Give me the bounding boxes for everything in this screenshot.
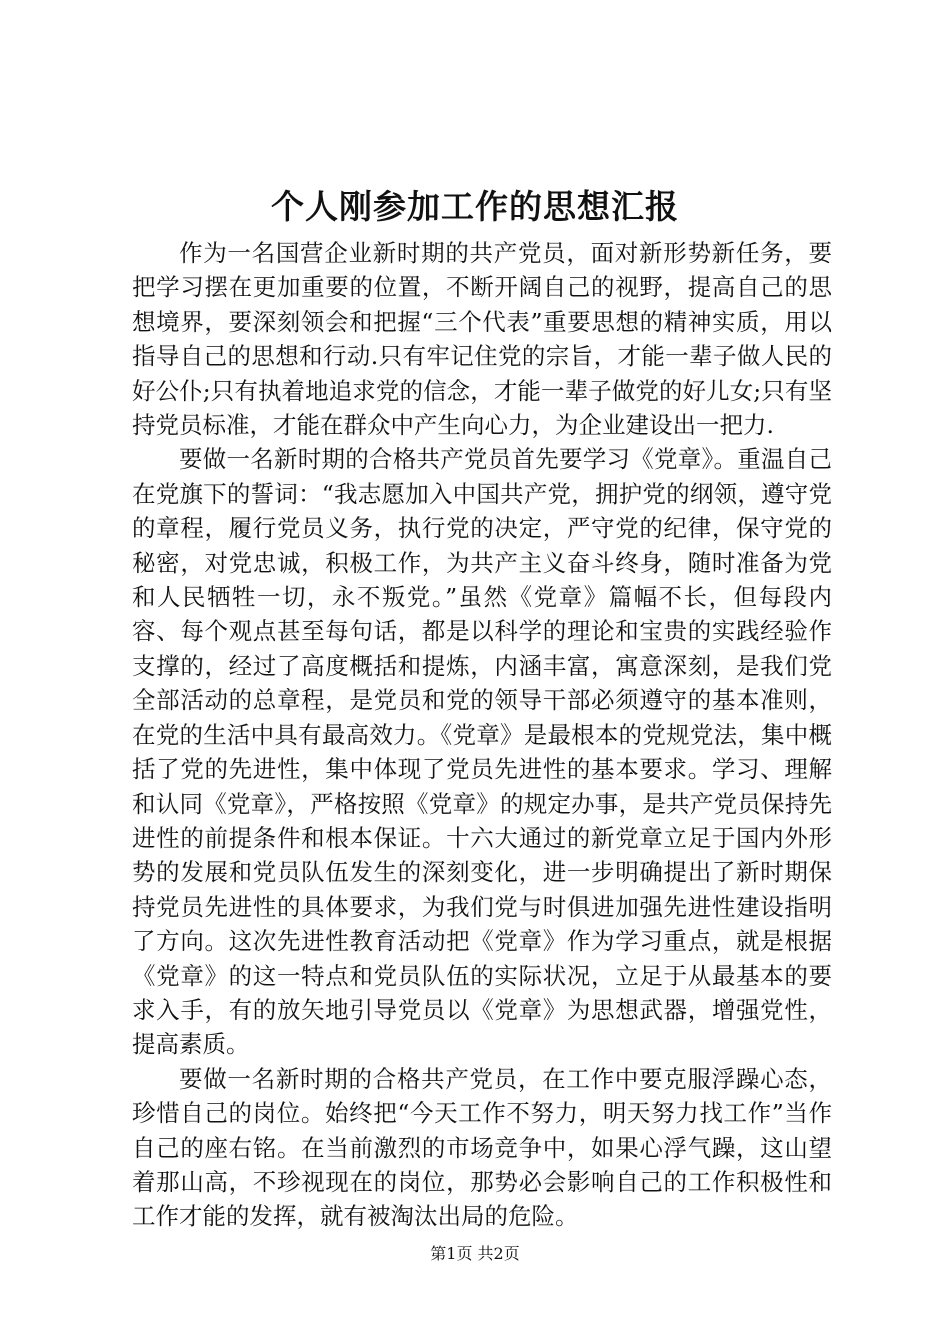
document-title: 个人刚参加工作的思想汇报 (271, 187, 679, 226)
paragraph: 作为一名国营企业新时期的共产党员，面对新形势新任务，要把学习摆在更加重要的位置，不断开阔自己的视野，提高自己的思想境界，要深刻领会和把握“三个代表”重要思想的精神实质，用以指导自己的思想和行动.只有牢记住党的宗旨，才能一辈子做人民的好公仆;只有执着地追求党的信念，才能一辈子做党的好儿女;只有坚持党员标准，才能在群众中产生向心力，为企业建设出一把力. (132, 239, 832, 440)
paragraph: 要做一名新时期的合格共产党员首先要学习《党章》。重温自己在党旗下的誓词：“我志愿加入中国共产党，拥护党的纲领，遵守党的章程，履行党员义务，执行党的决定，严守党的纪律，保守党的秘密，对党忠诚，积极工作，为共产主义奋斗终身，随时准备为党和人民牺牲一切，永不叛党。”虽然《党章》篇幅不长，但每段内容、每个观点甚至每句话，都是以科学的理论和宝贵的实践经验作支撑的，经过了高度概括和提炼，内涵丰富，寓意深刻，是我们党全部活动的总章程，是党员和党的领导干部必须遵守的基本准则，在党的生活中具有最高效力。《党章》是最根本的党规党法，集中概括了党的先进性，集中体现了党员先进性的基本要求。学习、理解和认同《党章》，严格按照《党章》的规定办事，是共产党员保持先进性的前提条件和根本保证。十六大通过的新党章立足于国内外形势的发展和党员队伍发生的深刻变化，进一步明确提出了新时期保持党员先进性的具体要求，为我们党与时俱进加强先进性建设指明了方向。这次先进性教育活动把《党章》作为学习重点，就是根据《党章》的这一特点和党员队伍的实际状况，立足于从最基本的要求入手，有的放矢地引导党员以《党章》为思想武器，增强党性，提高素质。 (132, 445, 832, 1059)
paragraph: 要做一名新时期的合格共产党员，在工作中要克服浮躁心态，珍惜自己的岗位。始终把“今天工作不努力，明天努力找工作”当作自己的座右铭。在当前激烈的市场竞争中，如果心浮气躁，这山望着那山高，不珍视现在的岗位，那势必会影响自己的工作积极性和工作才能的发挥，就有被淘汰出局的危险。 (132, 1064, 832, 1231)
document-body (132, 236, 832, 1234)
page-number-footer: 第1页 共2页 (430, 1244, 520, 1263)
